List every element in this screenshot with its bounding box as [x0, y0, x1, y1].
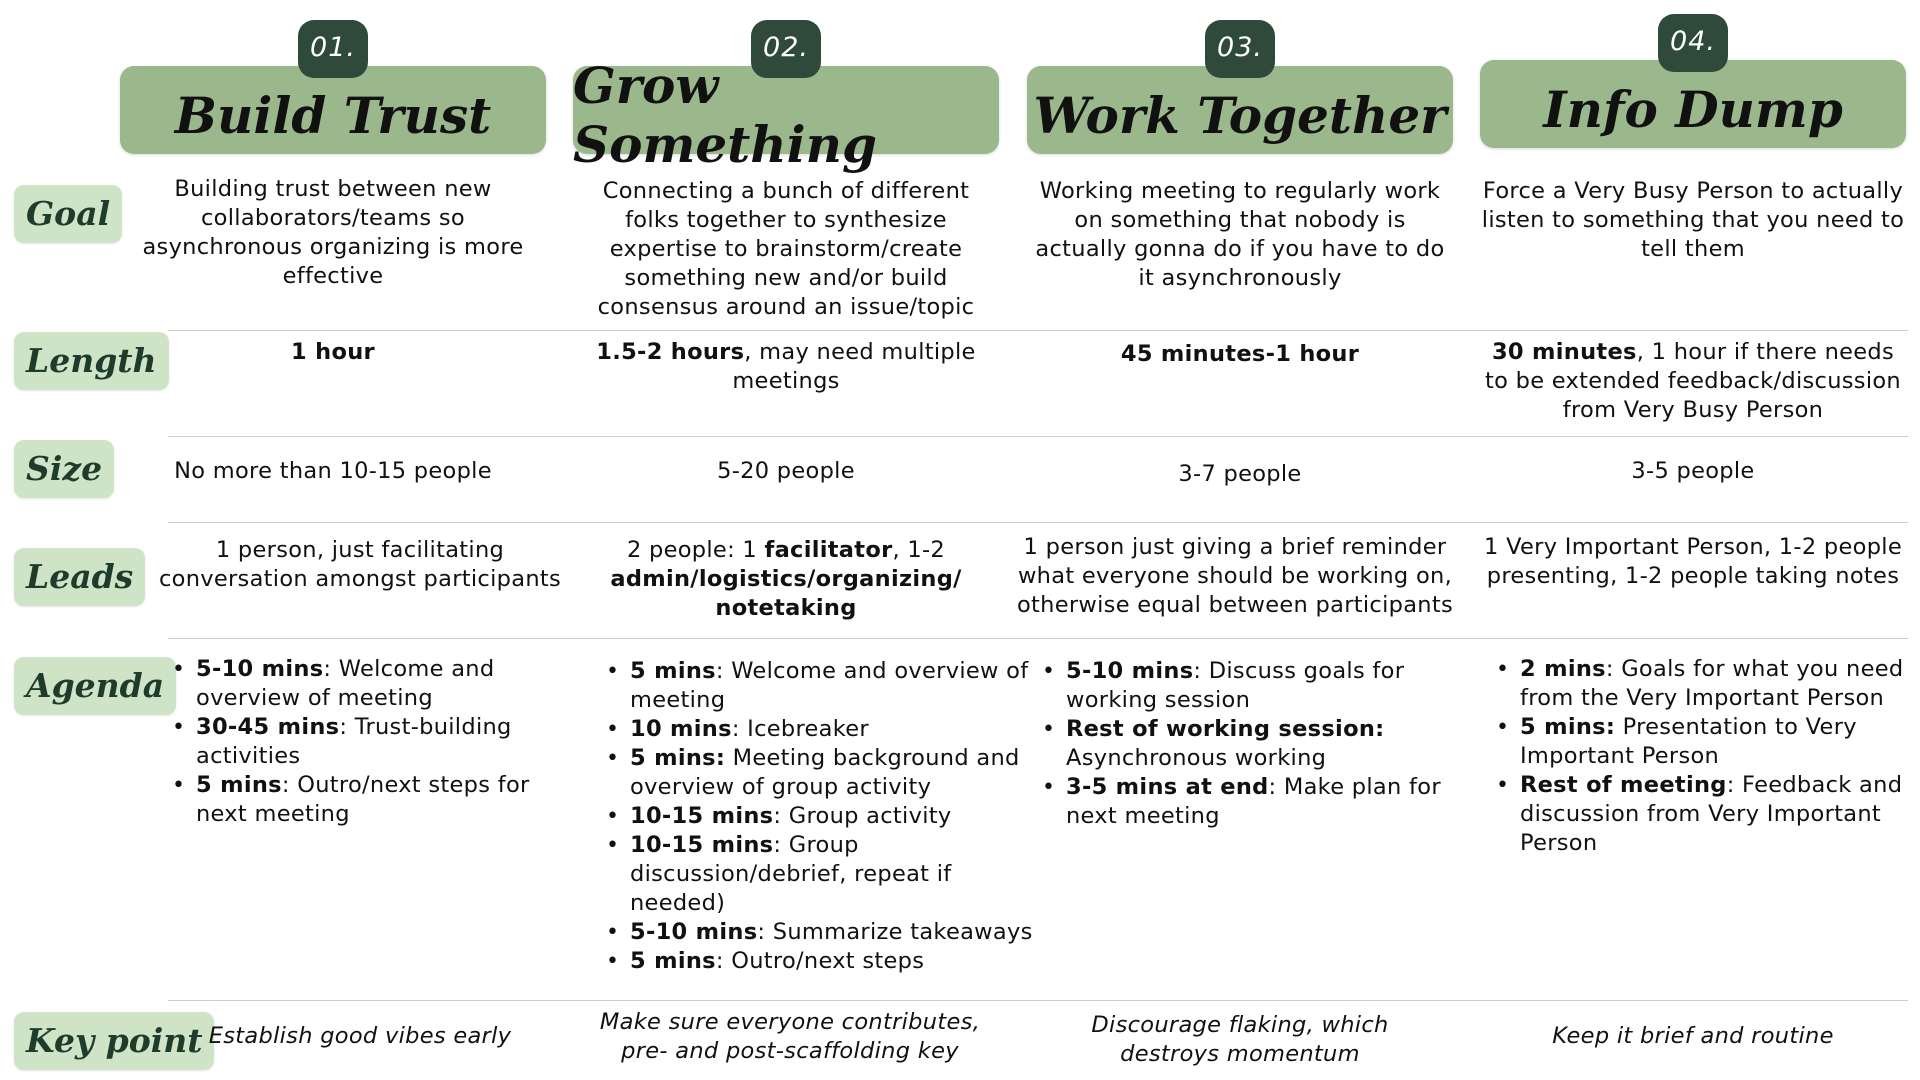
row-label-key-point: Key point	[14, 1012, 214, 1070]
length-cell	[1027, 340, 1453, 369]
length-rest: , 1 hour if there needs to be extended feedback/discussion from Very Busy Person	[1484, 339, 1901, 423]
agenda-item: • 10 mins: Icebreaker	[630, 715, 1036, 744]
size-cell: 3-7 people	[1178, 461, 1302, 487]
leads-text: 2 people: 1	[626, 537, 765, 563]
row-label-goal: Goal	[14, 185, 122, 243]
goal-cell: Building trust between new collaborators/teams so asynchronous organizing is more effective	[142, 176, 524, 289]
key-point-cell: Make sure everyone contributes, pre- and post-scaffolding key	[599, 1009, 981, 1064]
agenda-item: • 5 mins: Welcome and overview of meeting	[630, 657, 1036, 715]
agenda-item: • Rest of meeting: Feedback and discussion from Very Important Person	[1520, 771, 1906, 858]
agenda-item: • 10-15 mins: Group discussion/debrief, repeat if needed)	[630, 831, 1036, 918]
row-label-leads: Leads	[14, 548, 145, 606]
key-point-cell: Keep it brief and routine	[1552, 1023, 1834, 1049]
size-cell: 3-5 people	[1631, 458, 1755, 484]
column-header-info-dump	[1480, 14, 1906, 150]
leads-bold: facilitator	[764, 537, 893, 563]
agenda-item: • 5 mins: Meeting background and overview of group activity	[630, 744, 1036, 802]
row-divider	[168, 436, 1908, 437]
agenda-item: • 5-10 mins: Welcome and overview of meeting	[196, 655, 580, 713]
column-number-badge: 01.	[298, 20, 368, 78]
length-bold: 30 minutes	[1491, 339, 1637, 365]
column-title: Build Trust	[120, 66, 546, 154]
length-cell	[120, 338, 546, 367]
column-header-work-together	[1027, 20, 1453, 156]
agenda-item: • 30-45 mins: Trust-building activities	[196, 713, 580, 771]
length-cell	[573, 338, 999, 396]
agenda-item: • 5 mins: Outro/next steps for next meeting	[196, 771, 580, 829]
leads-cell	[573, 536, 999, 623]
column-title: Work Together	[1027, 66, 1453, 154]
leads-cell: 1 person just giving a brief reminder what everyone should be working on, otherwise equal between participants	[1016, 534, 1454, 618]
column-header-build-trust	[120, 20, 546, 156]
length-bold: 1.5-2 hours	[596, 339, 745, 365]
size-cell: 5-20 people	[717, 458, 855, 484]
agenda-item: • 3-5 mins at end: Make plan for next meeting	[1066, 773, 1442, 831]
agenda-list	[1042, 657, 1442, 831]
key-point-cell: Establish good vibes early	[208, 1023, 512, 1049]
agenda-item: • Rest of working session: Asynchronous working	[1066, 715, 1442, 773]
length-rest: , may need multiple meetings	[732, 339, 976, 394]
column-number-badge: 04.	[1658, 14, 1728, 72]
agenda-cell	[1042, 657, 1442, 831]
leads-cell: 1 Very Important Person, 1-2 people presenting, 1-2 people taking notes	[1484, 534, 1902, 589]
agenda-item: • 5-10 mins: Discuss goals for working session	[1066, 657, 1442, 715]
goal-cell: Connecting a bunch of different folks together to synthesize expertise to brainstorm/create something new and/or build consensus around an issue/topic	[597, 178, 975, 320]
goal-cell: Working meeting to regularly work on something that nobody is actually gonna do if you have to do it asynchronously	[1035, 178, 1445, 291]
leads-text: , 1-2	[892, 537, 946, 563]
row-label-size: Size	[14, 440, 114, 498]
column-title: Info Dump	[1480, 60, 1906, 148]
agenda-list	[606, 657, 1036, 976]
agenda-cell	[1496, 655, 1906, 858]
row-label-length: Length	[14, 332, 169, 390]
agenda-cell	[172, 655, 580, 829]
row-divider	[168, 1000, 1908, 1001]
size-cell: No more than 10-15 people	[174, 458, 492, 484]
agenda-list	[172, 655, 580, 829]
row-divider	[168, 638, 1908, 639]
column-number-badge: 02.	[751, 20, 821, 78]
agenda-item: • 5 mins: Presentation to Very Important Person	[1520, 713, 1906, 771]
agenda-item: • 5 mins: Outro/next steps	[630, 947, 1036, 976]
agenda-item: • 10-15 mins: Group activity	[630, 802, 1036, 831]
leads-cell: 1 person, just facilitating conversation amongst participants	[158, 537, 562, 592]
column-title: Grow Something	[573, 66, 999, 154]
key-point-cell: Discourage flaking, which destroys momentum	[1091, 1012, 1389, 1067]
leads-bold: admin/logistics/organizing/ notetaking	[610, 566, 962, 621]
agenda-list	[1496, 655, 1906, 858]
length-bold: 1 hour	[291, 339, 375, 365]
agenda-cell	[606, 657, 1036, 976]
length-cell	[1480, 338, 1906, 425]
agenda-item: • 5-10 mins: Summarize takeaways	[630, 918, 1036, 947]
agenda-item: • 2 mins: Goals for what you need from the Very Important Person	[1520, 655, 1906, 713]
row-divider	[168, 522, 1908, 523]
length-bold: 45 minutes-1 hour	[1120, 341, 1360, 367]
column-number-badge: 03.	[1205, 20, 1275, 78]
row-divider	[168, 330, 1908, 331]
column-header-grow-something	[573, 20, 999, 174]
row-label-agenda: Agenda	[14, 657, 176, 715]
goal-cell: Force a Very Busy Person to actually listen to something that you need to tell them	[1481, 178, 1905, 262]
